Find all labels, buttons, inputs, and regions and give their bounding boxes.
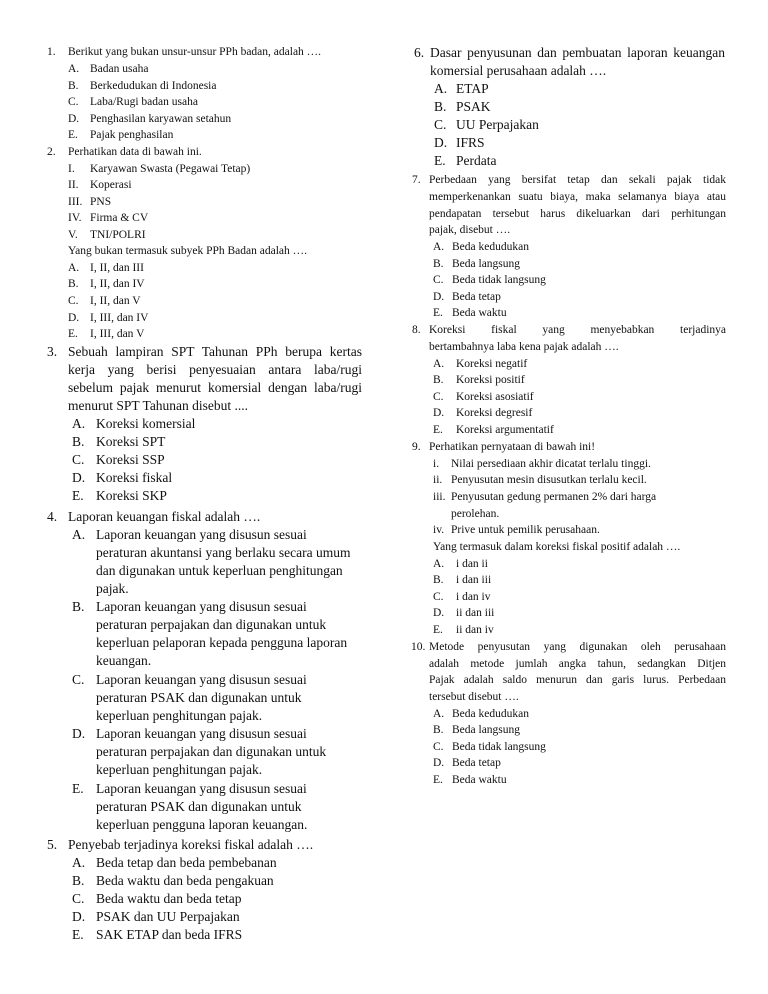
option-b-line: peraturan perpajakan dan digunakan untuk [96,617,327,632]
option-c: C. Koreksi asosiatif [433,391,534,403]
option-e-line: keperluan pengguna laporan keuangan. [96,817,308,832]
option-c: C. Koreksi SSP [72,452,165,467]
option-c: C. Laba/Rugi badan usaha [68,96,198,108]
question-stem-line: bertambahnya laba kena pajak adalah …. [429,341,619,353]
option-b: B. i dan iii [433,574,492,586]
question-number: 1. [47,46,56,58]
option-d: D. Koreksi degresif [433,407,533,419]
question-stem-line: Dasar penyusunan dan pembuatan laporan keuangan [430,45,725,60]
option-b: B. Beda langsung [433,258,521,270]
option-e: E. Beda waktu [433,307,507,319]
question-number: 6. [414,45,425,60]
list-item: IV. Firma & CV [68,212,149,224]
option-a: A. i dan ii [433,558,488,570]
option-c: C. UU Perpajakan [434,117,539,132]
option-e: E. ii dan iv [433,624,494,636]
option-b: B. I, II, dan IV [68,278,145,290]
question-number: 9. [412,441,421,453]
option-b: B. PSAK [434,99,491,114]
question-stem-line: tersebut disebut …. [429,691,519,703]
option-a: A. Koreksi negatif [433,358,528,370]
question-number: 8. [412,324,421,336]
option-a-line: pajak. [96,581,129,596]
option-d-label: D. [72,726,86,741]
option-e: E. Beda waktu [433,774,507,786]
option-e-line: Laporan keuangan yang disusun sesuai [96,781,307,796]
option-c-line: Laporan keuangan yang disusun sesuai [96,672,307,687]
question-stem: Perhatikan data di bawah ini. [68,146,202,158]
option-d-line: peraturan perpajakan dan digunakan untuk [96,744,327,759]
question-stem-line: pendapatan tersebut harus dikeluarkan dari perhitungan [429,208,726,220]
option-e-line: peraturan PSAK dan digunakan untuk [96,799,302,814]
option-d: D. ii dan iii [433,607,495,619]
option-e: E. SAK ETAP dan beda IFRS [72,927,243,942]
question-number: 7. [412,174,421,186]
option-b-label: B. [72,599,85,614]
list-item: iii. Penyusutan gedung permanen 2% dari harga [433,491,657,503]
question-prompt: Yang bukan termasuk subyek PPh Badan adalah …. [68,245,308,257]
question-stem-line: memperkenankan suatu biaya, maka selamanya biaya atau [429,191,726,203]
option-b: B. Beda waktu dan beda pengakuan [72,873,274,888]
option-d-line: Laporan keuangan yang disusun sesuai [96,726,307,741]
list-item-continuation: perolehan. [451,508,500,520]
question-stem-line: sebelum pajak menurut komersial dengan laba/rugi [68,380,362,395]
option-b: B. Koreksi positif [433,374,525,386]
list-item: iv. Prive untuk pemilik perusahaan. [433,524,600,536]
list-item: V. TNI/POLRI [68,229,146,241]
option-b: B. Beda langsung [433,724,521,736]
list-item: I. Karyawan Swasta (Pegawai Tetap) [68,163,251,175]
option-d: D. Beda tetap [433,291,501,303]
option-a: A. Koreksi komersial [72,416,196,431]
option-c: C. Beda tidak langsung [433,274,546,286]
question-stem: Laporan keuangan fiskal adalah …. [68,509,261,524]
option-a-label: A. [72,527,86,542]
question-number: 3. [47,344,58,359]
option-b: B. Koreksi SPT [72,434,166,449]
option-d: D. Koreksi fiskal [72,470,173,485]
option-e-label: E. [72,781,84,796]
option-a: A. Badan usaha [68,63,149,75]
list-item: ii. Penyusutan mesin disusutkan terlalu kecil. [433,474,647,486]
option-d: D. Beda tetap [433,757,501,769]
question-stem-line: pajak, disebut …. [429,224,511,236]
option-d: D. Penghasilan karyawan setahun [68,113,232,125]
option-c-label: C. [72,672,85,687]
option-a: A. I, II, dan III [68,262,144,274]
question-stem-line: Pajak adalah saldo menurun dan garis lurus. Perbedaan [429,674,726,686]
option-d: D. PSAK dan UU Perpajakan [72,909,240,924]
question-stem: Berikut yang bukan unsur-unsur PPh badan, adalah …. [68,46,322,58]
option-d: D. IFRS [434,135,485,150]
option-a: A. Beda kedudukan [433,241,529,253]
option-a: A. Beda tetap dan beda pembebanan [72,855,277,870]
option-a-line: Laporan keuangan yang disusun sesuai [96,527,307,542]
question-number: 10. [411,641,426,653]
option-b: B. Berkedudukan di Indonesia [68,80,217,92]
option-e: E. Pajak penghasilan [68,129,174,141]
option-c: C. i dan iv [433,591,491,603]
option-a-line: peraturan akuntansi yang berlaku secara umum [96,545,351,560]
option-d: D. I, III, dan IV [68,312,149,324]
option-b-line: keperluan pelaporan kepada pengguna laporan [96,635,348,650]
list-item: i. Nilai persediaan akhir dicatat terlalu tinggi. [433,458,651,470]
question-stem-line: Koreksi fiskal yang menyebabkan terjadinya [429,324,726,336]
option-e: E. Koreksi SKP [72,488,167,503]
question-number: 4. [47,509,58,524]
question-stem: Penyebab terjadinya koreksi fiskal adalah …. [68,837,314,852]
option-c: C. Beda waktu dan beda tetap [72,891,242,906]
option-b-line: Laporan keuangan yang disusun sesuai [96,599,307,614]
option-e: E. Koreksi argumentatif [433,424,554,436]
list-item: III. PNS [68,196,112,208]
question-number: 5. [47,837,58,852]
question-stem-line: adalah metode jumlah angka tahun, sedangkan Ditjen [429,658,726,670]
question-prompt: Yang termasuk dalam koreksi fiskal positif adalah …. [433,541,681,553]
option-c-line: keperluan penghitungan pajak. [96,708,263,723]
option-a: A. ETAP [434,81,489,96]
question-stem-line: Metode penyusutan yang digunakan oleh perusahaan [429,641,726,653]
list-item: II. Koperasi [68,179,132,191]
question-stem-line: menurut SPT Tahunan disebut .... [68,398,249,413]
option-c: C. I, II, dan V [68,295,141,307]
option-b-line: keuangan. [96,653,152,668]
option-c: C. Beda tidak langsung [433,741,546,753]
option-e: E. I, III, dan V [68,328,145,340]
option-a: A. Beda kedudukan [433,708,529,720]
option-e: E. Perdata [434,153,497,168]
question-stem-line: kerja yang berisi penyesuaian antara laba/rugi [68,362,362,377]
question-number: 2. [47,146,56,158]
question-stem: Perhatikan pernyataan di bawah ini! [429,441,596,453]
question-stem-line: Perbedaan yang bersifat tetap dan sekali pajak tidak [429,174,726,186]
question-stem-line: Sebuah lampiran SPT Tahunan PPh berupa kertas [68,344,362,359]
option-c-line: peraturan PSAK dan digunakan untuk [96,690,302,705]
option-a-line: dan digunakan untuk keperluan penghitungan [96,563,343,578]
question-stem-line: komersial perusahaan adalah …. [430,63,607,78]
option-d-line: keperluan penghitungan pajak. [96,762,263,777]
